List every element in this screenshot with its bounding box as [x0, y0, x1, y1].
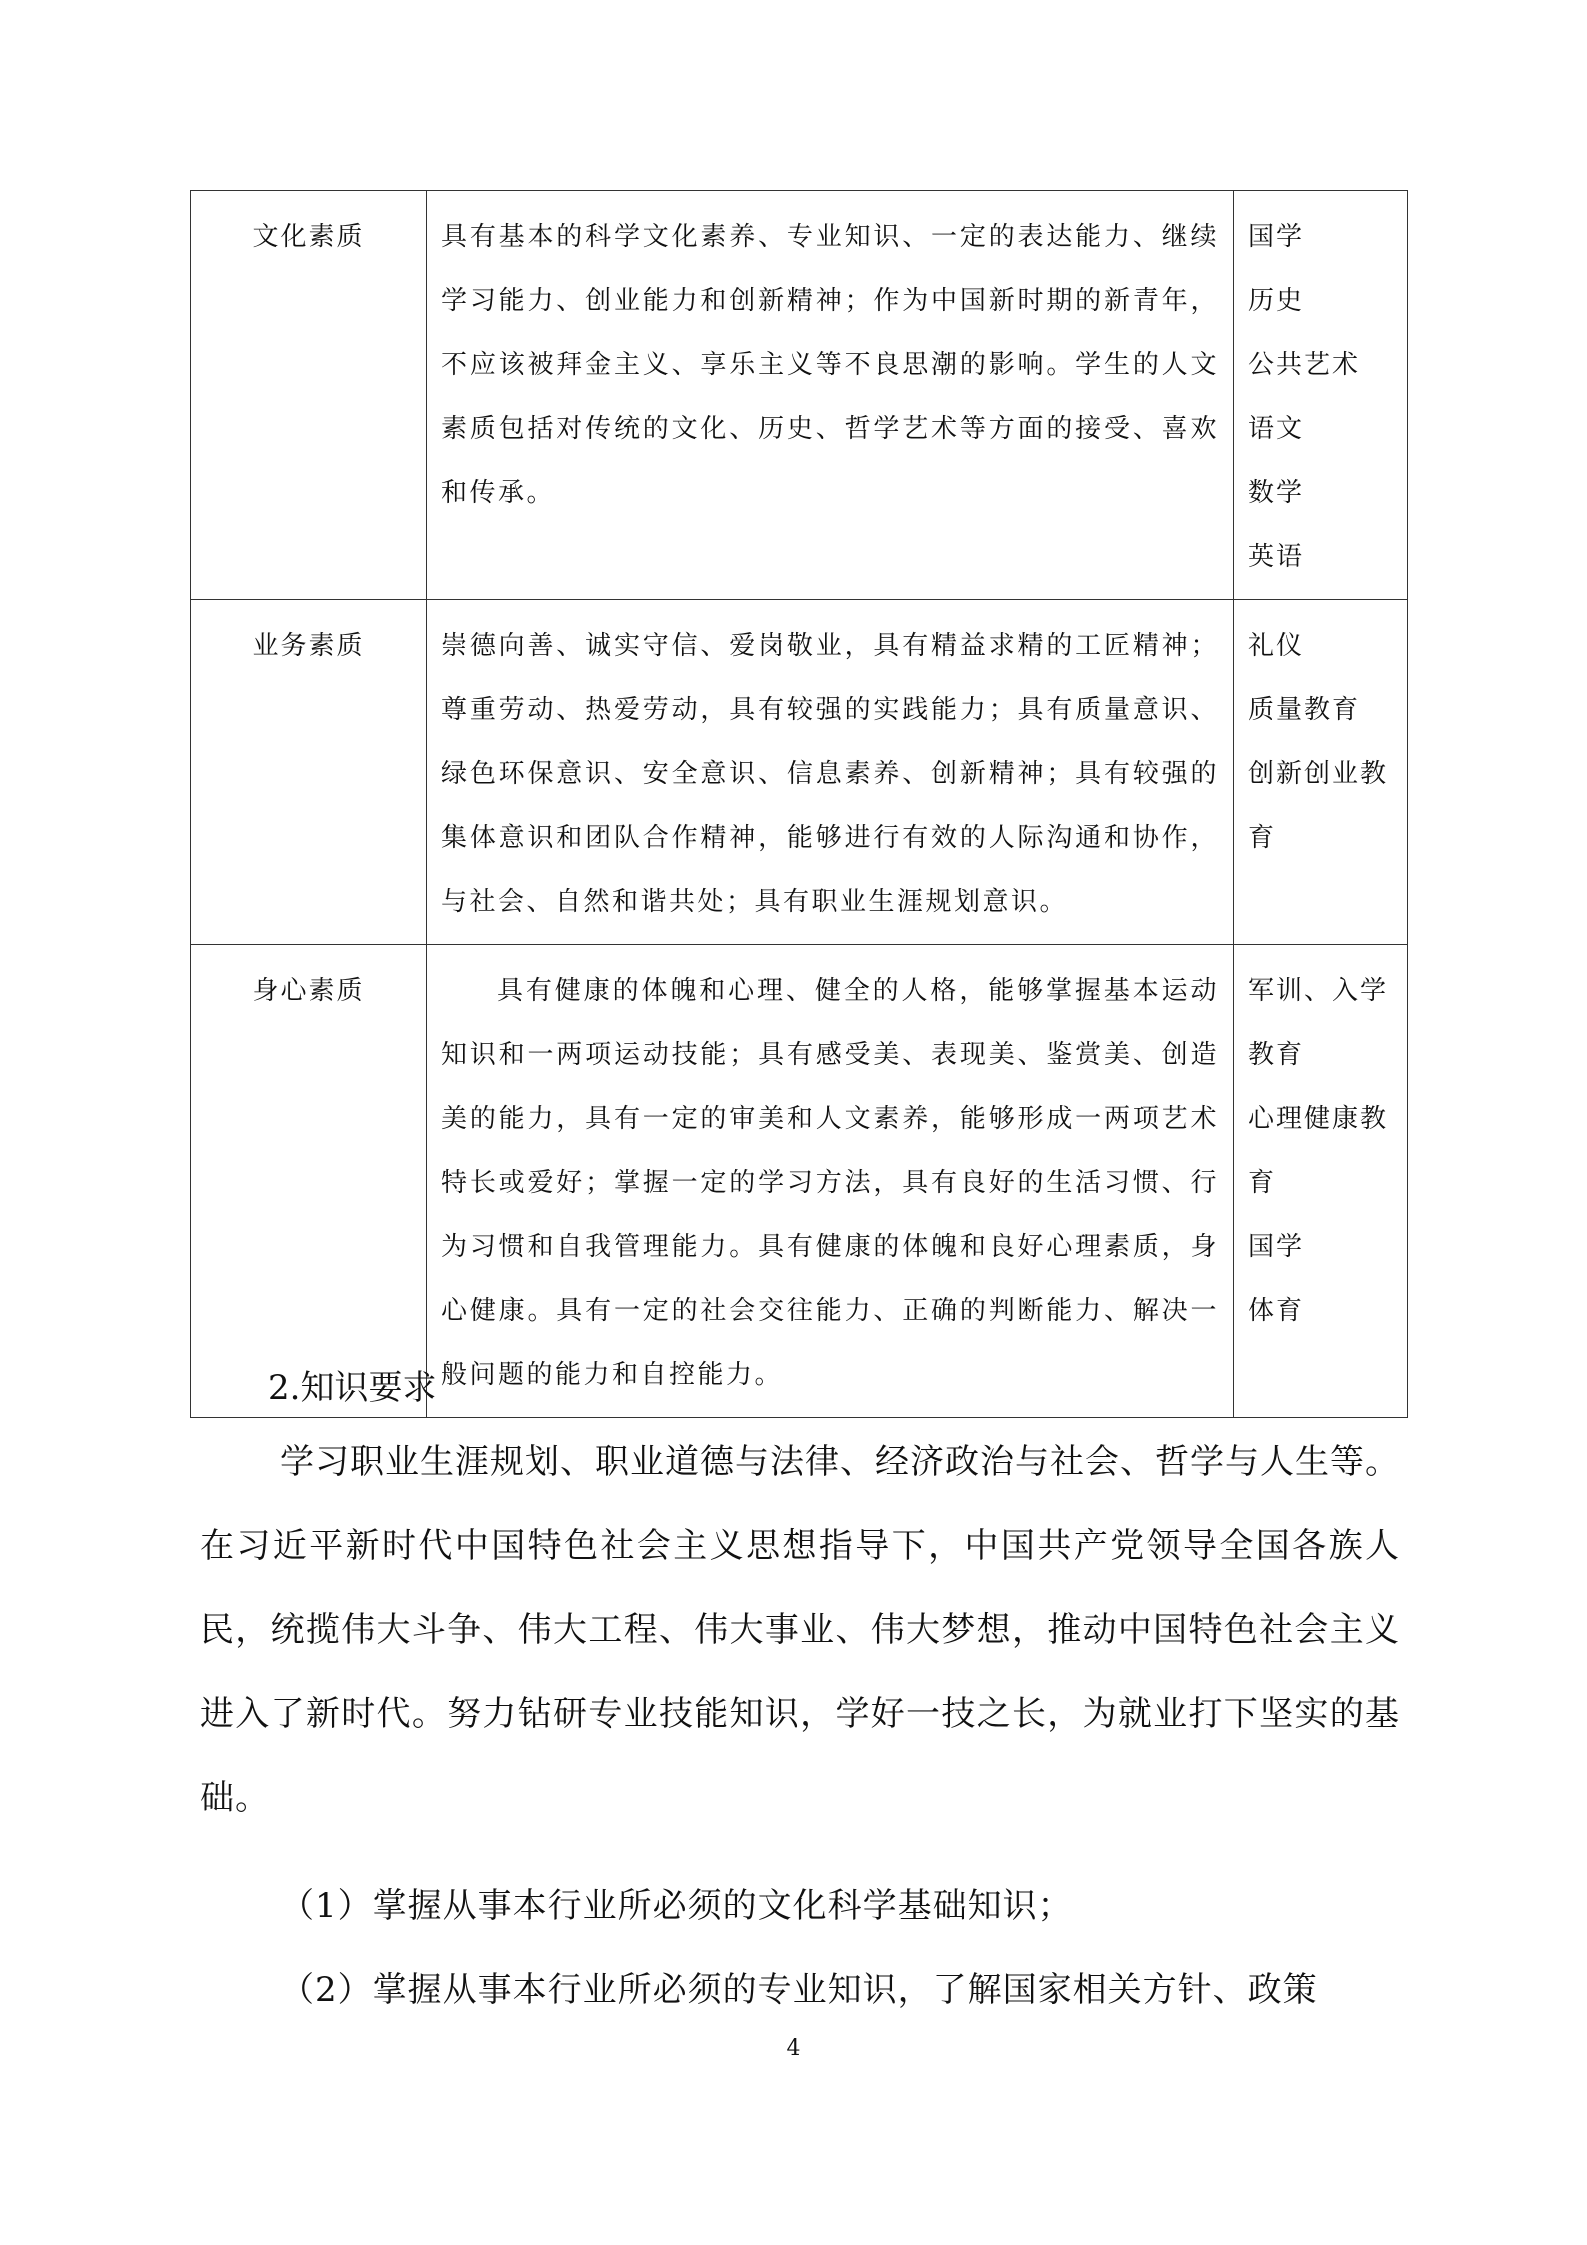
body-paragraph: 学习职业生涯规划、职业道德与法律、经济政治与社会、哲学与人生等。在习近平新时代中国特色社会主义思想指导下，中国共产党领导全国各族人民，统揽伟大斗争、伟大工程、伟大事业、伟大梦想，推动中国特色社会主义进入了新时代。努力钻研专业技能知识，学好一技之长，为就业打下坚实的基础。: [200, 1442, 1400, 1818]
course-item: 体育: [1248, 1296, 1305, 1326]
category-cell: 身心素质: [191, 945, 427, 1418]
table-row: [191, 191, 1408, 600]
course-item: 国学: [1248, 1232, 1305, 1262]
course-item: 语文: [1248, 414, 1305, 444]
table-row: [191, 945, 1408, 1418]
courses-cell: [1234, 600, 1408, 945]
course-item: 创新创业教育: [1248, 759, 1389, 853]
course-item: 心理健康教育: [1248, 1104, 1389, 1198]
course-item: 公共艺术: [1248, 350, 1361, 380]
course-item: 质量教育: [1248, 695, 1361, 725]
description-cell: 具有健康的体魄和心理、健全的人格，能够掌握基本运动知识和一两项运动技能；具有感受美、表现美、鉴赏美、创造美的能力，具有一定的审美和人文素养，能够形成一两项艺术特长或爱好；掌握一定的学习方法，具有良好的生活习惯、行为习惯和自我管理能力。具有健康的体魄和良好心理素质，身心健康。具有一定的社会交往能力、正确的判断能力、解决一般问题的能力和自控能力。: [427, 945, 1234, 1418]
category-cell: 文化素质: [191, 191, 427, 600]
course-item: 国学: [1248, 222, 1305, 252]
course-item: 军训、入学教育: [1248, 976, 1389, 1070]
category-cell: 业务素质: [191, 600, 427, 945]
course-item: 数学: [1248, 478, 1305, 508]
page-number: 4: [786, 2036, 801, 2061]
course-item: 历史: [1248, 286, 1305, 316]
table-row: [191, 600, 1408, 945]
list-item: （2）掌握从事本行业所必须的专业知识，了解国家相关方针、政策: [280, 1970, 1318, 2010]
description-cell: 具有基本的科学文化素养、专业知识、一定的表达能力、继续学习能力、创业能力和创新精神；作为中国新时期的新青年，不应该被拜金主义、享乐主义等不良思潮的影响。学生的人文素质包括对传统的文化、历史、哲学艺术等方面的接受、喜欢和传承。: [427, 191, 1234, 600]
course-item: 礼仪: [1248, 631, 1305, 661]
section-heading: 2.知识要求: [268, 1368, 437, 1408]
course-item: 英语: [1248, 542, 1305, 572]
courses-cell: [1234, 191, 1408, 600]
description-cell: 崇德向善、诚实守信、爱岗敬业，具有精益求精的工匠精神；尊重劳动、热爱劳动，具有较强的实践能力；具有质量意识、绿色环保意识、安全意识、信息素养、创新精神；具有较强的集体意识和团队合作精神，能够进行有效的人际沟通和协作，与社会、自然和谐共处；具有职业生涯规划意识。: [427, 600, 1234, 945]
list-item: （1）掌握从事本行业所必须的文化科学基础知识；: [280, 1886, 1073, 1926]
courses-cell: [1234, 945, 1408, 1418]
quality-requirements-table: [190, 190, 1408, 1418]
